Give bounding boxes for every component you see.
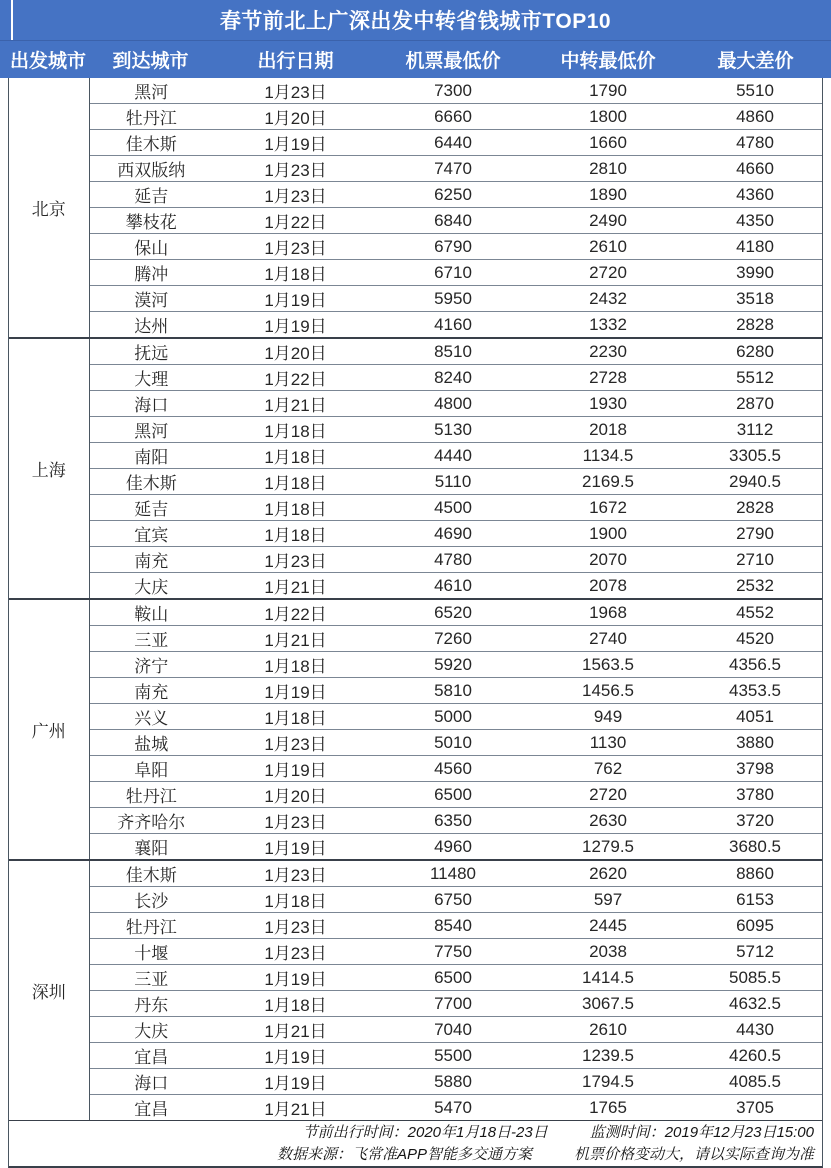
- travel-date-cell: 1月19日: [213, 756, 378, 782]
- transfer-price-cell: 2620: [528, 860, 688, 887]
- arrival-city-cell: 南充: [89, 678, 213, 704]
- arrival-city-cell: 齐齐哈尔: [89, 808, 213, 834]
- arrival-city-cell: 宜昌: [89, 1043, 213, 1069]
- table-row: [9, 1095, 822, 1121]
- table-row: [9, 182, 822, 208]
- direct-price-cell: 4160: [378, 312, 528, 339]
- transfer-price-cell: 2432: [528, 286, 688, 312]
- travel-date-cell: 1月19日: [213, 286, 378, 312]
- table-row: [9, 834, 822, 861]
- transfer-price-cell: 1563.5: [528, 652, 688, 678]
- arrival-city-cell: 大理: [89, 365, 213, 391]
- transfer-price-cell: 2610: [528, 1017, 688, 1043]
- travel-date-cell: 1月23日: [213, 156, 378, 182]
- price-diff-cell: 6095: [688, 913, 822, 939]
- arrival-city-cell: 宜昌: [89, 1095, 213, 1121]
- travel-date-cell: 1月23日: [213, 182, 378, 208]
- arrival-city-cell: 海口: [89, 1069, 213, 1095]
- column-header-lowest-direct-price: 机票最低价: [405, 51, 501, 72]
- table-row: [9, 678, 822, 704]
- table-row: [9, 704, 822, 730]
- transfer-price-cell: 1332: [528, 312, 688, 339]
- table-row: [9, 887, 822, 913]
- transfer-price-cell: 2169.5: [528, 469, 688, 495]
- price-diff-cell: 4632.5: [688, 991, 822, 1017]
- table-row: [9, 365, 822, 391]
- transfer-price-cell: 1790: [589, 80, 627, 100]
- price-diff-cell: 3798: [688, 756, 822, 782]
- price-diff-cell: 4360: [688, 182, 822, 208]
- transfer-price-cell: 1660: [528, 130, 688, 156]
- direct-price-cell: 6500: [378, 965, 528, 991]
- price-diff-cell: 2790: [688, 521, 822, 547]
- table-row: [9, 234, 822, 260]
- direct-price-cell: 5130: [378, 417, 528, 443]
- price-diff-cell: 4780: [688, 130, 822, 156]
- price-diff-cell: 4520: [688, 626, 822, 652]
- transfer-price-cell: 1765: [528, 1095, 688, 1121]
- direct-price-cell: 5470: [378, 1095, 528, 1121]
- transfer-price-cell: 1672: [528, 495, 688, 521]
- table-row: [9, 208, 822, 234]
- direct-price-cell: 4800: [378, 391, 528, 417]
- direct-price-cell: 11480: [378, 860, 528, 887]
- travel-date-cell: 1月19日: [213, 312, 378, 339]
- travel-date-cell: 1月22日: [213, 599, 378, 626]
- transfer-price-cell: 2078: [528, 573, 688, 600]
- direct-price-cell: 7470: [378, 156, 528, 182]
- arrival-city-cell: 丹东: [89, 991, 213, 1017]
- title-bar: [0, 0, 831, 41]
- transfer-price-cell: 2445: [528, 913, 688, 939]
- table-body-container: [8, 78, 823, 1168]
- price-diff-cell: 2870: [688, 391, 822, 417]
- title-bar-gridline: [11, 0, 13, 40]
- transfer-price-cell: 2070: [528, 547, 688, 573]
- direct-price-cell: 5810: [378, 678, 528, 704]
- travel-date-cell: 1月23日: [213, 547, 378, 573]
- travel-date-cell: 1月18日: [213, 260, 378, 286]
- table-row: [9, 338, 822, 365]
- arrival-city-cell: 长沙: [89, 887, 213, 913]
- travel-date-cell: 1月22日: [213, 208, 378, 234]
- price-diff-cell: 4180: [688, 234, 822, 260]
- arrival-city-cell: 大庆: [89, 573, 213, 600]
- transfer-price-cell: 949: [528, 704, 688, 730]
- footer-line-2: [277, 1144, 814, 1165]
- arrival-city-cell: 阜阳: [89, 756, 213, 782]
- travel-date-cell: 1月19日: [213, 130, 378, 156]
- table-row: [9, 965, 822, 991]
- travel-date-cell: 1月19日: [213, 678, 378, 704]
- table-row: [9, 573, 822, 600]
- table-row: [9, 443, 822, 469]
- arrival-city-cell: 西双版纳: [89, 156, 213, 182]
- direct-price-cell: 6660: [378, 104, 528, 130]
- direct-price-cell: 4560: [378, 756, 528, 782]
- table-row: [9, 286, 822, 312]
- travel-date-cell: 1月21日: [213, 391, 378, 417]
- transfer-price-cell: 2740: [528, 626, 688, 652]
- arrival-city-cell: 延吉: [89, 495, 213, 521]
- arrival-city-cell: 牡丹江: [89, 782, 213, 808]
- travel-date-cell: 1月19日: [213, 965, 378, 991]
- direct-price-cell: 4610: [378, 573, 528, 600]
- travel-date-cell: 1月19日: [213, 834, 378, 861]
- price-diff-cell: 4660: [688, 156, 822, 182]
- transfer-price-cell: 2610: [528, 234, 688, 260]
- travel-date-cell: 1月23日: [213, 860, 378, 887]
- transfer-price-cell: 1134.5: [528, 443, 688, 469]
- price-diff-cell: 4085.5: [688, 1069, 822, 1095]
- footer-note-disclaimer: 机票价格变动大，请以实际查询为准: [573, 1146, 814, 1163]
- travel-date-cell: 1月18日: [213, 704, 378, 730]
- transfer-price-cell: 1279.5: [528, 834, 688, 861]
- footer-note-data-source: 数据来源：飞常准APP智能多交通方案: [276, 1146, 532, 1163]
- direct-price-cell: 7260: [378, 626, 528, 652]
- direct-price-cell: 5950: [378, 286, 528, 312]
- footer-note-monitor-time: 监测时间：2019年12月23日15:00: [589, 1124, 814, 1141]
- table-row: [9, 130, 822, 156]
- arrival-city-cell: 佳木斯: [89, 469, 213, 495]
- arrival-city-cell: 佳木斯: [89, 860, 213, 887]
- column-header-row: [8, 41, 823, 78]
- transfer-price-cell: 2720: [528, 782, 688, 808]
- table-row: [9, 391, 822, 417]
- price-diff-cell: 3990: [688, 260, 822, 286]
- direct-price-cell: 6750: [378, 887, 528, 913]
- table-row: [9, 547, 822, 573]
- table-row: [9, 495, 822, 521]
- arrival-city-cell: 黑河: [134, 83, 169, 102]
- direct-price-cell: 4960: [378, 834, 528, 861]
- direct-price-cell: 6710: [378, 260, 528, 286]
- arrival-city-cell: 盐城: [89, 730, 213, 756]
- price-diff-cell: 3880: [688, 730, 822, 756]
- table-row: [9, 78, 822, 104]
- price-diff-cell: 5512: [688, 365, 822, 391]
- arrival-city-cell: 海口: [89, 391, 213, 417]
- arrival-city-cell: 牡丹江: [89, 104, 213, 130]
- transfer-price-cell: 1968: [528, 599, 688, 626]
- direct-price-cell: 6440: [378, 130, 528, 156]
- table-row: [9, 469, 822, 495]
- table-row: [9, 1043, 822, 1069]
- travel-date-cell: 1月18日: [213, 991, 378, 1017]
- table-row: [9, 312, 822, 339]
- travel-date-cell: 1月21日: [213, 1017, 378, 1043]
- price-diff-cell: 6153: [688, 887, 822, 913]
- direct-price-cell: 8240: [378, 365, 528, 391]
- price-diff-cell: 6280: [688, 338, 822, 365]
- travel-date-cell: 1月20日: [213, 782, 378, 808]
- arrival-city-cell: 攀枝花: [89, 208, 213, 234]
- transfer-price-cell: 1456.5: [528, 678, 688, 704]
- arrival-city-cell: 南充: [89, 547, 213, 573]
- arrival-city-cell: 牡丹江: [89, 913, 213, 939]
- footer-line-1: [303, 1122, 814, 1143]
- transfer-price-cell: 1900: [528, 521, 688, 547]
- table-row: [9, 104, 822, 130]
- column-header-departure-city: 出发城市: [9, 51, 86, 72]
- arrival-city-cell: 黑河: [89, 417, 213, 443]
- direct-price-cell: 4690: [378, 521, 528, 547]
- price-diff-cell: 2532: [688, 573, 822, 600]
- arrival-city-cell: 三亚: [89, 626, 213, 652]
- departure-city-cell: 广州: [9, 599, 89, 860]
- travel-date-cell: 1月19日: [213, 1043, 378, 1069]
- price-diff-cell: 3112: [688, 417, 822, 443]
- travel-date-cell: 1月21日: [213, 573, 378, 600]
- arrival-city-cell: 襄阳: [89, 834, 213, 861]
- direct-price-cell: 6250: [378, 182, 528, 208]
- price-diff-cell: 2710: [688, 547, 822, 573]
- price-diff-cell: 5510: [736, 80, 774, 100]
- price-diff-cell: 5712: [688, 939, 822, 965]
- arrival-city-cell: 漠河: [89, 286, 213, 312]
- travel-date-cell: 1月20日: [213, 338, 378, 365]
- travel-date-cell: 1月18日: [213, 495, 378, 521]
- direct-price-cell: 8510: [378, 338, 528, 365]
- travel-date-cell: 1月23日: [213, 939, 378, 965]
- price-diff-cell: 2828: [688, 312, 822, 339]
- arrival-city-cell: 达州: [89, 312, 213, 339]
- price-diff-cell: 4860: [688, 104, 822, 130]
- price-diff-cell: 3705: [688, 1095, 822, 1121]
- transfer-price-cell: 597: [528, 887, 688, 913]
- transfer-price-cell: 1890: [528, 182, 688, 208]
- departure-city-cell: 北京: [9, 78, 89, 338]
- price-diff-cell: 4353.5: [688, 678, 822, 704]
- price-diff-cell: 4552: [688, 599, 822, 626]
- direct-price-cell: 4780: [378, 547, 528, 573]
- transfer-price-cell: 2728: [528, 365, 688, 391]
- table-row: [9, 913, 822, 939]
- price-diff-cell: 4260.5: [688, 1043, 822, 1069]
- arrival-city-cell: 抚远: [89, 338, 213, 365]
- table-row: [9, 652, 822, 678]
- travel-date-cell: 1月18日: [213, 443, 378, 469]
- direct-price-cell: 5500: [378, 1043, 528, 1069]
- price-diff-cell: 4430: [688, 1017, 822, 1043]
- transfer-price-cell: 3067.5: [528, 991, 688, 1017]
- direct-price-cell: 6500: [378, 782, 528, 808]
- transfer-price-cell: 2810: [528, 156, 688, 182]
- price-diff-cell: 4356.5: [688, 652, 822, 678]
- table-row: [9, 782, 822, 808]
- table-title: 春节前北上广深出发中转省钱城市TOP10: [219, 10, 612, 33]
- footer-notes: [9, 1120, 822, 1166]
- travel-date-cell: 1月18日: [213, 417, 378, 443]
- direct-price-cell: 8540: [378, 913, 528, 939]
- direct-price-cell: 5010: [378, 730, 528, 756]
- arrival-city-cell: 十堰: [89, 939, 213, 965]
- column-header-travel-date: 出行日期: [257, 51, 334, 72]
- price-diff-cell: 3780: [688, 782, 822, 808]
- direct-price-cell: 7040: [378, 1017, 528, 1043]
- travel-date-cell: 1月23日: [213, 808, 378, 834]
- travel-date-cell: 1月21日: [213, 626, 378, 652]
- travel-date-cell: 1月23日: [213, 730, 378, 756]
- direct-price-cell: 6790: [378, 234, 528, 260]
- travel-date-cell: 1月19日: [213, 1069, 378, 1095]
- price-diff-cell: 3305.5: [688, 443, 822, 469]
- table-row: [9, 260, 822, 286]
- direct-price-cell: 4440: [378, 443, 528, 469]
- travel-date-cell: 1月23日: [264, 83, 327, 102]
- column-header-max-price-difference: 最大差价: [717, 51, 794, 72]
- arrival-city-cell: 济宁: [89, 652, 213, 678]
- travel-date-cell: 1月23日: [213, 234, 378, 260]
- arrival-city-cell: 兴义: [89, 704, 213, 730]
- price-diff-cell: 3720: [688, 808, 822, 834]
- table-row: [9, 991, 822, 1017]
- transfer-price-cell: 2230: [528, 338, 688, 365]
- arrival-city-cell: 佳木斯: [89, 130, 213, 156]
- price-table: [9, 78, 822, 1120]
- arrival-city-cell: 宜宾: [89, 521, 213, 547]
- price-diff-cell: 2828: [688, 495, 822, 521]
- travel-date-cell: 1月18日: [213, 652, 378, 678]
- table-row: [9, 521, 822, 547]
- arrival-city-cell: 南阳: [89, 443, 213, 469]
- arrival-city-cell: 延吉: [89, 182, 213, 208]
- table-row: [9, 808, 822, 834]
- transfer-price-cell: 1414.5: [528, 965, 688, 991]
- price-diff-cell: 3518: [688, 286, 822, 312]
- direct-price-cell: 7700: [378, 991, 528, 1017]
- travel-date-cell: 1月18日: [213, 469, 378, 495]
- departure-city-cell: 深圳: [9, 860, 89, 1120]
- direct-price-cell: 6840: [378, 208, 528, 234]
- direct-price-cell: 5920: [378, 652, 528, 678]
- column-header-lowest-transfer-price: 中转最低价: [560, 51, 656, 72]
- arrival-city-cell: 保山: [89, 234, 213, 260]
- travel-date-cell: 1月21日: [213, 1095, 378, 1121]
- transfer-price-cell: 1930: [528, 391, 688, 417]
- table-row: [9, 417, 822, 443]
- price-diff-cell: 5085.5: [688, 965, 822, 991]
- transfer-price-cell: 1794.5: [528, 1069, 688, 1095]
- transfer-price-cell: 1130: [528, 730, 688, 756]
- direct-price-cell: 5000: [378, 704, 528, 730]
- table-row: [9, 156, 822, 182]
- transfer-price-cell: 2018: [528, 417, 688, 443]
- travel-date-cell: 1月18日: [213, 521, 378, 547]
- arrival-city-cell: 三亚: [89, 965, 213, 991]
- table-row: [9, 1017, 822, 1043]
- price-diff-cell: 2940.5: [688, 469, 822, 495]
- price-diff-cell: 3680.5: [688, 834, 822, 861]
- arrival-city-cell: 大庆: [89, 1017, 213, 1043]
- direct-price-cell: 6350: [378, 808, 528, 834]
- table-row: [9, 626, 822, 652]
- departure-city-cell: 上海: [9, 338, 89, 599]
- transfer-price-cell: 2490: [528, 208, 688, 234]
- travel-date-cell: 1月20日: [213, 104, 378, 130]
- direct-price-cell: 6520: [378, 599, 528, 626]
- travel-date-cell: 1月18日: [213, 887, 378, 913]
- transfer-price-cell: 762: [528, 756, 688, 782]
- table-row: [9, 939, 822, 965]
- travel-date-cell: 1月23日: [213, 913, 378, 939]
- table-row: [9, 730, 822, 756]
- column-header-bar: [0, 41, 831, 78]
- transfer-price-cell: 1239.5: [528, 1043, 688, 1069]
- table-row: [9, 599, 822, 626]
- table-row: [9, 860, 822, 887]
- direct-price-cell: 5110: [378, 469, 528, 495]
- transfer-price-cell: 1800: [528, 104, 688, 130]
- price-diff-cell: 4350: [688, 208, 822, 234]
- transfer-price-cell: 2630: [528, 808, 688, 834]
- direct-price-cell: 4500: [378, 495, 528, 521]
- table-row: [9, 1069, 822, 1095]
- direct-price-cell: 7750: [378, 939, 528, 965]
- footer-note-travel-window: 节前出行时间：2020年1月18日-23日: [302, 1124, 548, 1141]
- column-header-arrival-city: 到达城市: [112, 51, 189, 72]
- direct-price-cell: 7300: [434, 80, 472, 100]
- arrival-city-cell: 鞍山: [89, 599, 213, 626]
- price-diff-cell: 4051: [688, 704, 822, 730]
- transfer-price-cell: 2720: [528, 260, 688, 286]
- table-row: [9, 756, 822, 782]
- transfer-price-cell: 2038: [528, 939, 688, 965]
- direct-price-cell: 5880: [378, 1069, 528, 1095]
- travel-date-cell: 1月22日: [213, 365, 378, 391]
- arrival-city-cell: 腾冲: [89, 260, 213, 286]
- price-table-body: [9, 78, 822, 1120]
- price-diff-cell: 8860: [688, 860, 822, 887]
